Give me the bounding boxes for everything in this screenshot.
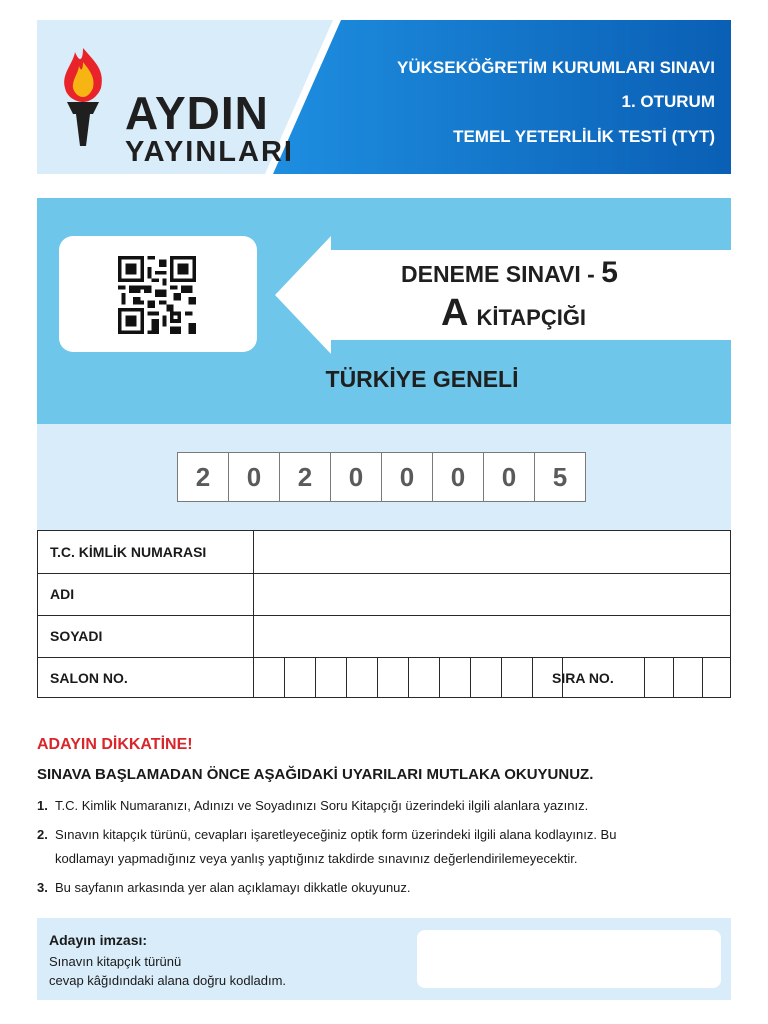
exam-number: 5 [601, 256, 618, 289]
warning-number: 1. [37, 798, 48, 813]
qr-code-icon[interactable] [118, 256, 196, 334]
test-name: TEMEL YETERLİLİK TESTİ (TYT) [453, 127, 715, 146]
warning-number: 2. [37, 827, 48, 842]
signature-line-2: cevap kâğıdındaki alana doğru kodladım. [49, 973, 287, 988]
salon-cell[interactable] [377, 657, 408, 698]
salon-cell[interactable] [439, 657, 470, 698]
tc-row [38, 531, 730, 574]
booklet-letter: A [441, 292, 469, 334]
warning-item [37, 880, 411, 895]
salon-cell[interactable] [284, 657, 315, 698]
code-digit: 0 [229, 453, 280, 501]
qr-container [59, 236, 257, 352]
brand-subname: YAYINLARI [125, 136, 294, 168]
salon-cell[interactable] [346, 657, 377, 698]
candidate-form [37, 530, 731, 698]
code-digit: 2 [178, 453, 229, 501]
code-digit: 0 [331, 453, 382, 501]
sira-label: SIRA NO. [552, 670, 614, 686]
warning-item [37, 827, 616, 842]
exam-name: YÜKSEKÖĞRETİM KURUMLARI SINAVI [397, 58, 715, 77]
warning-item [37, 798, 588, 813]
booklet-title [441, 292, 586, 335]
exam-title [401, 256, 618, 290]
salon-cell[interactable] [408, 657, 439, 698]
signature-panel [37, 918, 731, 1000]
surname-row [38, 615, 730, 658]
signature-line-1: Sınavın kitapçık türünü [49, 954, 182, 969]
code-digit: 2 [280, 453, 331, 501]
warning-title: ADAYIN DİKKATİNE! [37, 736, 193, 753]
warning-text-continued: kodlamayı yapmadığınız veya yanlış yaptığınız takdirde sınavınız değerlendirilemeyecektir. [55, 851, 578, 866]
salon-cell[interactable] [315, 657, 346, 698]
name-label: ADI [50, 586, 75, 602]
booklet-code [177, 452, 586, 502]
salon-cell[interactable] [501, 657, 532, 698]
signature-title: Adayın imzası: [49, 932, 148, 948]
sira-cell[interactable] [673, 657, 702, 698]
salon-cells [253, 657, 563, 698]
sira-cell[interactable] [644, 657, 673, 698]
sira-cells [644, 657, 731, 698]
brand-name: AYDIN [125, 87, 269, 139]
warning-text: T.C. Kimlik Numaranızı, Adınızı ve Soyadınızı Soru Kitapçığı üzerindeki ilgili alanlara yazınız. [55, 798, 589, 813]
tc-field[interactable] [254, 531, 730, 572]
surname-label: SOYADI [50, 628, 103, 644]
name-row [38, 573, 730, 616]
warning-text: Bu sayfanın arkasında yer alan açıklamayı dikkatle okuyunuz. [55, 880, 411, 895]
code-digit: 5 [552, 461, 568, 492]
code-band [37, 424, 731, 530]
torch-icon [53, 40, 113, 150]
signature-box[interactable] [417, 930, 721, 988]
exam-label: DENEME SINAVI - [401, 261, 595, 287]
code-digit: 0 [484, 453, 535, 501]
salon-cell[interactable] [470, 657, 501, 698]
session-label: 1. OTURUM [621, 92, 715, 111]
sira-cell[interactable] [702, 657, 731, 698]
name-field[interactable] [254, 573, 730, 614]
aydin-logo [53, 40, 294, 168]
warning-number: 3. [37, 880, 48, 895]
salon-cell[interactable] [253, 657, 284, 698]
salon-label: SALON NO. [50, 670, 128, 686]
salon-row [38, 657, 730, 699]
header-banner [37, 20, 731, 174]
scope-label: TÜRKİYE GENELİ [325, 366, 519, 392]
code-digit: 0 [433, 453, 484, 501]
surname-field[interactable] [254, 615, 730, 656]
warning-text: Sınavın kitapçık türünü, cevapları işaretleyeceğiniz optik form üzerindeki ilgili alana kodlayınız. Bu [55, 827, 617, 842]
warning-subtitle: SINAVA BAŞLAMADAN ÖNCE AŞAĞIDAKİ UYARILARI MUTLAKA OKUYUNUZ. [37, 766, 594, 783]
code-digit: 0 [382, 453, 433, 501]
tc-label: T.C. KİMLİK NUMARASI [50, 544, 207, 560]
booklet-word: KİTAPÇIĞI [476, 305, 587, 330]
title-band [37, 198, 731, 424]
